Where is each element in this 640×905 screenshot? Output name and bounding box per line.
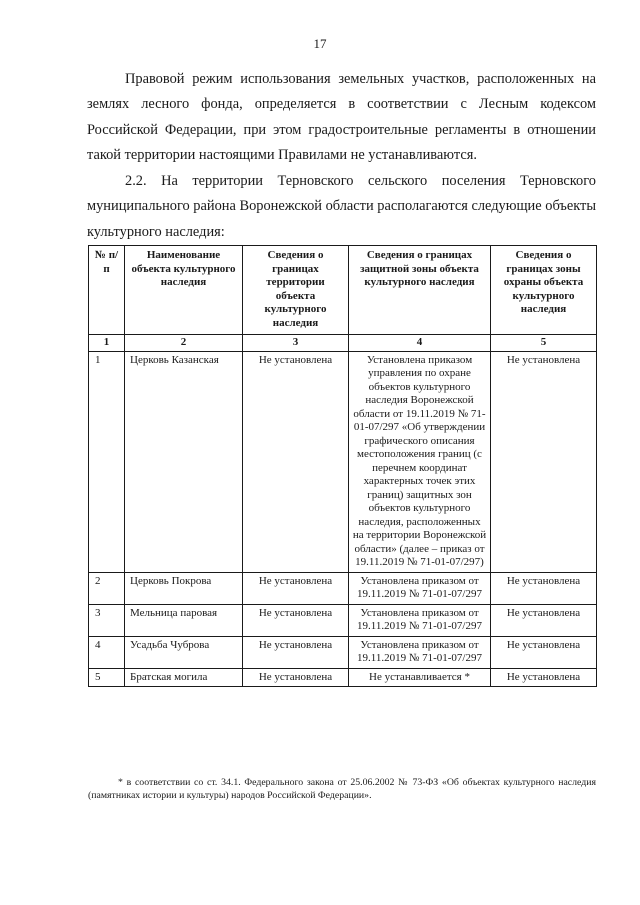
protection-zone-cell: Не установлена <box>491 604 597 636</box>
column-number-cell: 3 <box>243 335 349 352</box>
object-name-cell: Мельница паровая <box>125 604 243 636</box>
header-cell: Наименование объекта культурного наследия <box>125 246 243 335</box>
protection-zone-cell: Не установлена <box>491 572 597 604</box>
paragraph-heritage-intro: 2.2. На территории Терновского сельского поселения Терновского муниципального района Воронежской области располагаются следующие объекты культурного наследия: <box>87 173 596 240</box>
object-name-cell: Братская могила <box>125 668 243 687</box>
table-header-row <box>89 246 597 335</box>
protection-zone-cell: Не установлена <box>491 351 597 572</box>
column-number-cell: 4 <box>349 335 491 352</box>
row-number-cell: 4 <box>89 636 125 668</box>
protective-zone-cell: Не устанавливается * <box>349 668 491 687</box>
protection-zone-cell: Не установлена <box>491 668 597 687</box>
row-number-cell: 5 <box>89 668 125 687</box>
table-row <box>89 604 597 636</box>
row-number-cell: 1 <box>89 351 125 572</box>
territory-bounds-cell: Не установлена <box>243 351 349 572</box>
column-number-cell: 5 <box>491 335 597 352</box>
protective-zone-cell: Установлена приказом от 19.11.2019 № 71-01-07/297 <box>349 572 491 604</box>
territory-bounds-cell: Не установлена <box>243 668 349 687</box>
header-cell: № п/п <box>89 246 125 335</box>
table-row <box>89 572 597 604</box>
paragraph-forest-land-regime: Правовой режим использования земельных участков, расположенных на землях лесного фонда, определяется в соответствии с Лесным кодексом Российской Федерации, при этом градостроительные регламенты в отношении такой территории настоящими Правилами не устанавливаются. <box>87 71 596 163</box>
object-name-cell: Церковь Покрова <box>125 572 243 604</box>
object-name-cell: Церковь Казанская <box>125 351 243 572</box>
table-row <box>89 351 597 572</box>
column-number-cell: 1 <box>89 335 125 352</box>
protective-zone-cell: Установлена приказом управления по охране объектов культурного наследия Воронежской области от 19.11.2019 № 71-01-07/297 «Об утверждении графического описания местоположения границ (с перечнем координат характерных точек этих границ) защитных зон объектов культурного наследия, расположенных на территории Воронежской области» (далее – приказ от 19.11.2019 № 71-01-07/297) <box>349 351 491 572</box>
table-row <box>89 636 597 668</box>
protective-zone-cell: Установлена приказом от 19.11.2019 № 71-01-07/297 <box>349 604 491 636</box>
page-number: 17 <box>313 36 327 51</box>
territory-bounds-cell: Не установлена <box>243 636 349 668</box>
protective-zone-cell: Установлена приказом от 19.11.2019 № 71-01-07/297 <box>349 636 491 668</box>
row-number-cell: 3 <box>89 604 125 636</box>
heritage-objects-table <box>88 245 597 687</box>
territory-bounds-cell: Не установлена <box>243 572 349 604</box>
footnote: * в соответствии со ст. 34.1. Федерального закона от 25.06.2002 № 73-ФЗ «Об объектах культурного наследия (памятниках истории и культуры) народов Российской Федерации». <box>88 777 596 801</box>
header-cell: Сведения о границах защитной зоны объекта культурного наследия <box>349 246 491 335</box>
column-number-row <box>89 335 597 352</box>
header-cell: Сведения о границах зоны охраны объекта культурного наследия <box>491 246 597 335</box>
protection-zone-cell: Не установлена <box>491 636 597 668</box>
territory-bounds-cell: Не установлена <box>243 604 349 636</box>
column-number-cell: 2 <box>125 335 243 352</box>
row-number-cell: 2 <box>89 572 125 604</box>
table-row <box>89 668 597 687</box>
header-cell: Сведения о границах территории объекта культурного наследия <box>243 246 349 335</box>
object-name-cell: Усадьба Чуброва <box>125 636 243 668</box>
